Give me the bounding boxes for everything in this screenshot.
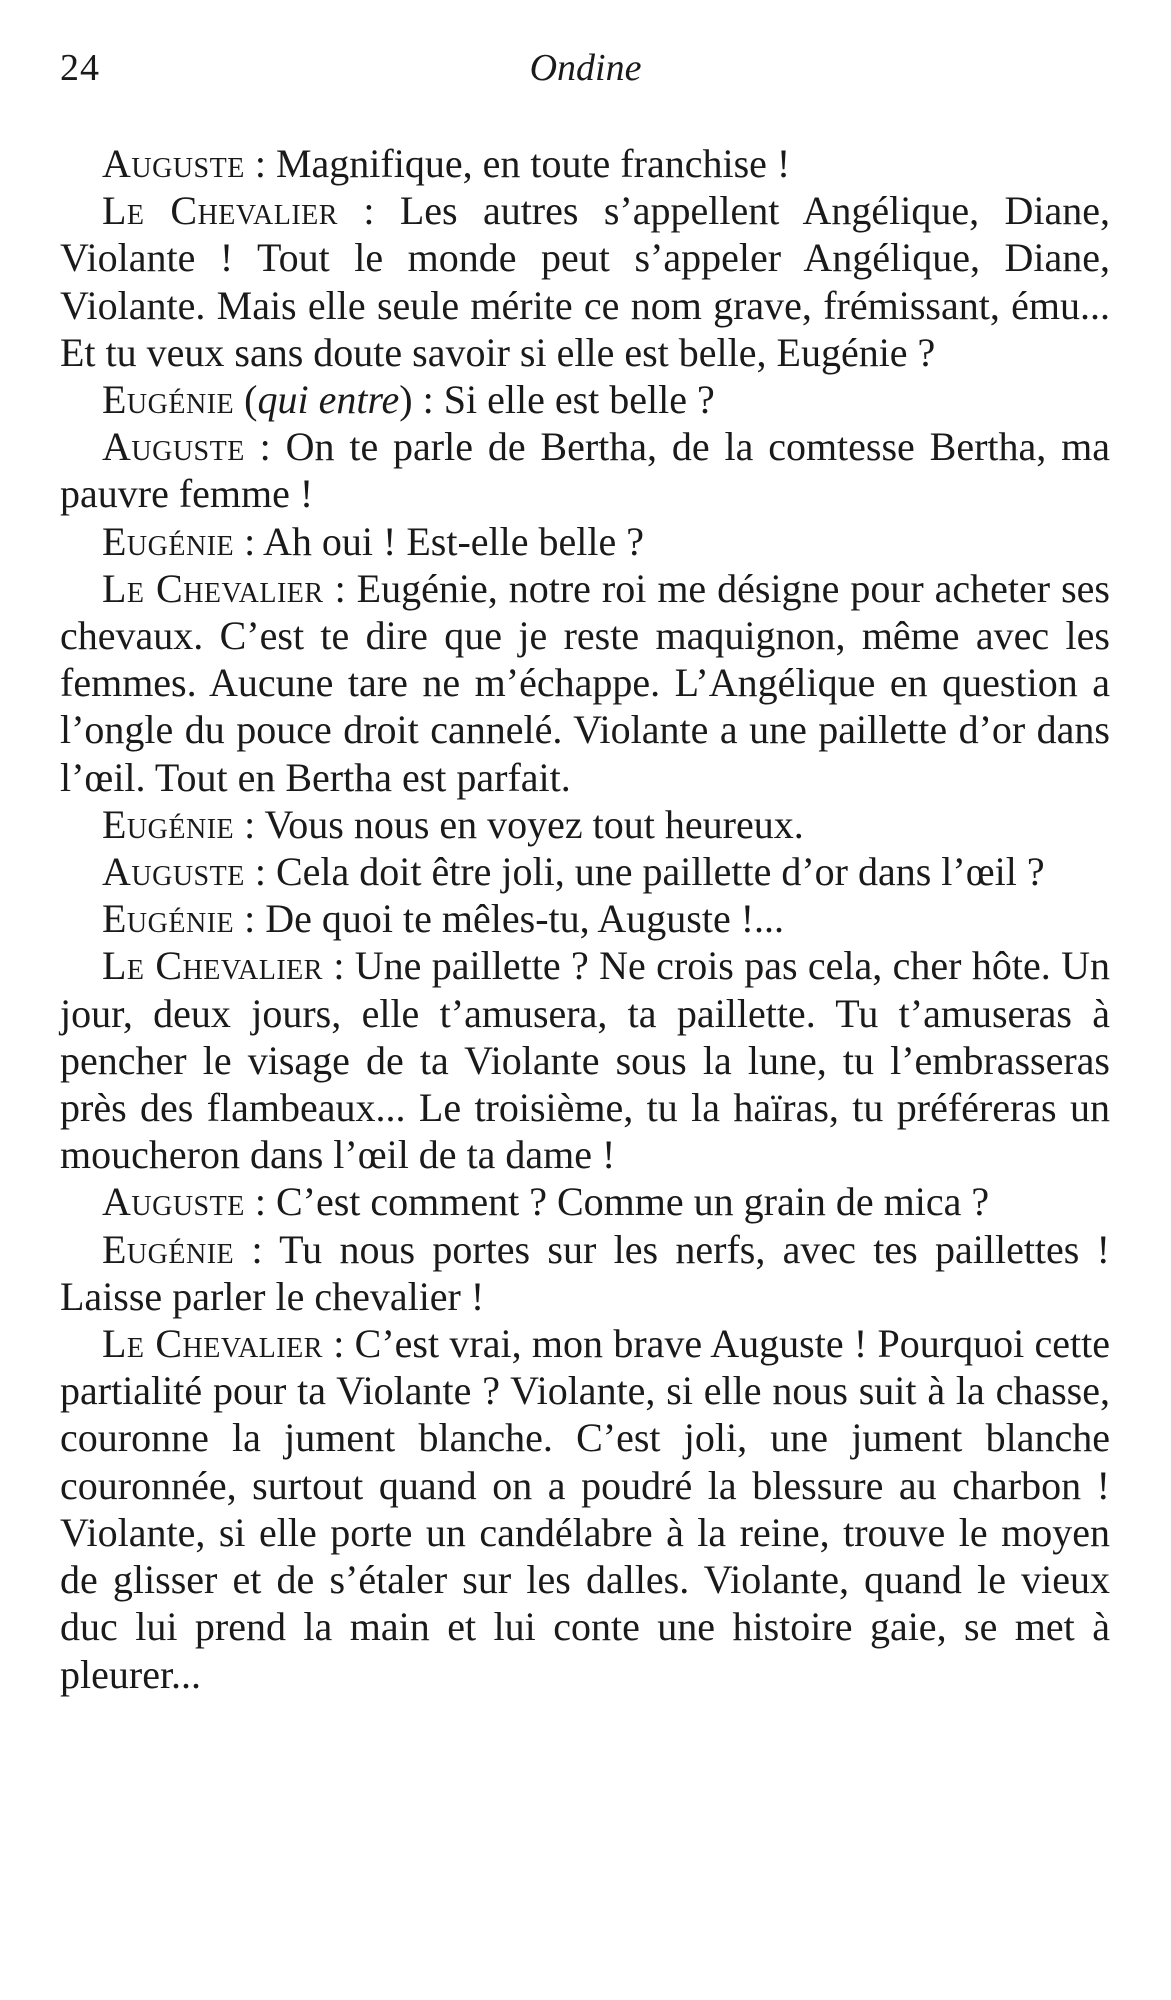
speaker-name: Eugénie xyxy=(102,518,235,564)
dialogue-body xyxy=(60,140,1110,1698)
speech: Auguste : Cela doit être joli, une paillette d’or dans l’œil ? xyxy=(102,849,1045,895)
speaker-name: Eugénie xyxy=(102,1226,235,1272)
speech: Eugénie : Ah oui ! Est-elle belle ? xyxy=(102,518,645,564)
speech: Eugénie (qui entre) : Si elle est belle ? xyxy=(102,377,715,423)
speech: Le Chevalier : Les autres s’appellent Angélique, Diane, Violante ! Tout le monde peut s’appeler Angélique, Diane, Violante. Mais elle seule mérite ce nom grave, frémissant, ému... Et tu veux sans doute savoir si elle est belle, Eugénie ? xyxy=(60,188,1110,375)
speaker-name: Eugénie xyxy=(102,801,235,847)
speech: Le Chevalier : Eugénie, notre roi me désigne pour acheter ses chevaux. C’est te dire que je reste maquignon, même avec les femmes. Aucune tare ne m’échappe. L’Angélique en question a l’ongle du pouce droit cannelé. Violante a une paillette d’or dans l’œil. Tout en Bertha est parfait. xyxy=(60,565,1110,800)
speech-text: Une paillette ? Ne crois pas cela, cher hôte. Un jour, deux jours, elle t’amusera, ta paillette. Tu t’amuseras à pencher le visage de ta Violante sous la lune, tu l’embrasseras près des flambeaux... Le troisième, tu la haïras, tu préféreras un moucheron dans l’œil de ta dame ! xyxy=(60,943,1110,1178)
speaker-name: Le Chevalier xyxy=(102,1321,323,1367)
running-title: Ondine xyxy=(529,47,642,89)
speech-text: De quoi te mêles-tu, Auguste !... xyxy=(265,896,785,942)
speaker-name: Auguste xyxy=(102,141,245,186)
speech-text: Cela doit être joli, une paillette d’or dans l’œil ? xyxy=(275,849,1045,895)
speaker-name: Auguste xyxy=(102,849,245,895)
speaker-name: Eugénie xyxy=(102,896,235,942)
speech-text: Ah oui ! Est-elle belle ? xyxy=(263,518,645,564)
speaker-name: Auguste xyxy=(102,1179,245,1225)
speaker-name: Eugénie xyxy=(102,377,235,423)
speech: Auguste : Magnifique, en toute franchise ! xyxy=(102,141,791,186)
speech-text: Si elle est belle ? xyxy=(443,377,715,423)
speaker-name: Le Chevalier xyxy=(102,943,323,989)
speech: Eugénie : Vous nous en voyez tout heureux. xyxy=(102,801,804,847)
speech-text: On te parle de Bertha, de la comtesse Bertha, ma pauvre femme ! xyxy=(60,424,1110,517)
speech: Le Chevalier : C’est vrai, mon brave Auguste ! Pourquoi cette partialité pour ta Violante ? Violante, si elle nous suit à la chasse, couronne la jument blanche. C’est joli, une jument blanche couronnée, surtout quand on a poudré la blessure au charbon ! Violante, si elle porte un candélabre à la reine, trouve le moyen de glisser et de s’étaler sur les dalles. Violante, quand le vieux duc lui prend la main et lui conte une histoire gaie, se met à pleurer... xyxy=(60,1321,1110,1697)
speech: Eugénie : De quoi te mêles-tu, Auguste !... xyxy=(102,896,785,942)
speech-text: C’est comment ? Comme un grain de mica ? xyxy=(275,1179,990,1225)
speech-text: Vous nous en voyez tout heureux. xyxy=(264,801,804,847)
speech: Eugénie : Tu nous portes sur les nerfs, avec tes paillettes ! Laisse parler le chevalier ! xyxy=(60,1226,1110,1319)
speech-text: C’est vrai, mon brave Auguste ! Pourquoi cette partialité pour ta Violante ? Violante, si elle nous suit à la chasse, couronne la jument blanche. C’est joli, une jument blanche couronnée, surtout quand on a poudré la blessure au charbon ! Violante, si elle porte un candélabre à la reine, trouve le moyen de glisser et de s’étaler sur les dalles. Violante, quand le vieux duc lui prend la main et lui conte une histoire gaie, se met à pleurer... xyxy=(60,1321,1110,1697)
speech-text: Les autres s’appellent Angélique, Diane, Violante ! Tout le monde peut s’appeler Angélique, Diane, Violante. Mais elle seule mérite ce nom grave, frémissant, ému... Et tu veux sans doute savoir si elle est belle, Eugénie ? xyxy=(60,188,1110,375)
stage-direction: qui entre xyxy=(257,377,400,423)
speaker-name: Auguste xyxy=(102,424,245,470)
page-number: 24 xyxy=(60,47,100,89)
speech-text: Tu nous portes sur les nerfs, avec tes paillettes ! Laisse parler le chevalier ! xyxy=(60,1226,1110,1319)
speech-text: Eugénie, notre roi me désigne pour acheter ses chevaux. C’est te dire que je reste maquignon, même avec les femmes. Aucune tare ne m’échappe. L’Angélique en question a l’ongle du pouce droit cannelé. Violante a une paillette d’or dans l’œil. Tout en Bertha est parfait. xyxy=(60,565,1110,800)
speaker-name: Le Chevalier xyxy=(102,188,338,234)
speech: Le Chevalier : Une paillette ? Ne crois pas cela, cher hôte. Un jour, deux jours, elle t’amusera, ta paillette. Tu t’amuseras à pencher le visage de ta Violante sous la lune, tu l’embrasseras près des flambeaux... Le troisième, tu la haïras, tu préféreras un moucheron dans l’œil de ta dame ! xyxy=(60,943,1110,1178)
speech: Auguste : On te parle de Bertha, de la comtesse Bertha, ma pauvre femme ! xyxy=(60,424,1110,517)
speech-text: Magnifique, en toute franchise ! xyxy=(275,141,791,186)
speaker-name: Le Chevalier xyxy=(102,565,324,611)
page-header xyxy=(60,46,1111,96)
speech: Auguste : C’est comment ? Comme un grain de mica ? xyxy=(102,1179,990,1225)
